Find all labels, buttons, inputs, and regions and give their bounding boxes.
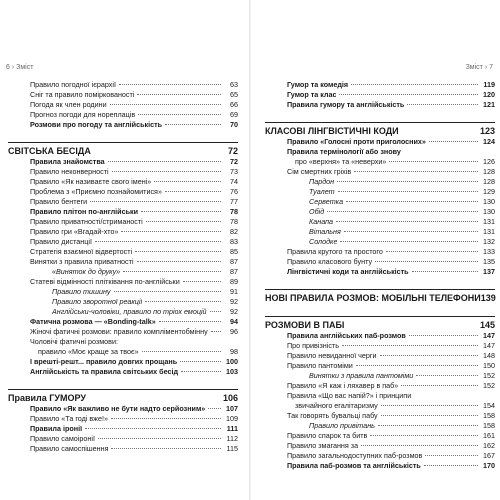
dot-leader (181, 371, 221, 372)
toc-entry-continuation (8, 347, 238, 357)
entry-title: Солодке (309, 237, 338, 246)
dot-leader (339, 94, 478, 95)
entry-page-number: 65 (230, 90, 238, 99)
entry-title: Правила паб-розмов та англійськість (287, 461, 421, 470)
entry-page-number: 107 (226, 404, 238, 413)
entry-page-number: 77 (230, 197, 238, 206)
dot-leader (208, 408, 221, 409)
entry-page-number: 158 (483, 421, 495, 430)
entry-page-number: 111 (226, 424, 238, 433)
entry-page-number: 82 (230, 227, 238, 236)
entry-title: звичайного егалітаризму (295, 401, 378, 410)
toc-entry-sub (8, 177, 238, 187)
toc-entry-ital (8, 267, 238, 277)
toc-entry-sub (8, 414, 238, 424)
dot-leader (159, 321, 221, 322)
entry-page-number: 109 (226, 414, 238, 423)
dot-leader (98, 438, 221, 439)
dot-leader (141, 211, 221, 212)
entry-title: Правило пантоміми (287, 361, 353, 370)
toc-gap (265, 304, 495, 310)
entry-title: Погода як член родини (30, 100, 107, 109)
toc-entry-main (265, 461, 495, 471)
dot-leader (108, 161, 221, 162)
entry-title: Обід (309, 207, 325, 216)
dot-leader (110, 104, 221, 105)
toc-entry-continuation (265, 401, 495, 411)
toc-entry-main (265, 267, 495, 277)
dot-leader (111, 448, 221, 449)
entry-title: Правило тишину (52, 287, 111, 296)
entry-page-number: 150 (483, 361, 495, 370)
entry-page-number: 72 (230, 157, 238, 166)
entry-page-number: 147 (483, 341, 495, 350)
entry-page-number: 74 (230, 177, 238, 186)
entry-page-number: 128 (483, 167, 495, 176)
entry-title: Правило гри «Вгадай-хто» (30, 227, 119, 236)
entry-title: Винятки з правила приватності (30, 257, 134, 266)
section-title: РОЗМОВИ В ПАБІ (265, 320, 345, 330)
entry-title: Правило спарок та битв (287, 431, 368, 440)
toc-section-heading (8, 142, 238, 157)
section-title: НОВІ ПРАВИЛА РОЗМОВ: МОБІЛЬНІ ТЕЛЕФОНИ (265, 293, 481, 303)
dot-leader (145, 301, 221, 302)
dot-leader (407, 104, 478, 105)
entry-title: Сніг та правило поміркованості (30, 90, 135, 99)
dot-leader (337, 181, 478, 182)
dot-leader (90, 201, 221, 202)
toc-entry-ital (265, 421, 495, 431)
toc-entry-main (8, 157, 238, 167)
toc-entry-main (8, 424, 238, 434)
entry-page-number: 63 (230, 80, 238, 89)
dot-leader (409, 335, 478, 336)
toc-gap (265, 110, 495, 116)
dot-leader (165, 124, 221, 125)
toc-gap (8, 130, 238, 136)
toc-entry-sub (8, 327, 238, 337)
entry-page-number: 70 (230, 120, 238, 129)
toc-entry-continuation (265, 157, 495, 167)
entry-title: Правила знайомства (30, 157, 105, 166)
toc-entry-sub (8, 237, 238, 247)
toc-entry-main (265, 147, 495, 157)
toc-entry-ital (8, 307, 238, 317)
dot-leader (416, 375, 478, 376)
dot-leader (114, 291, 222, 292)
toc-entry-main (8, 357, 238, 367)
entry-page-number: 100 (226, 357, 238, 366)
entry-title: Правило дистанції (30, 237, 92, 246)
entry-page-number: 152 (483, 371, 495, 380)
entry-title: Правила термінології або знову (287, 147, 401, 156)
entry-page-number: 98 (230, 347, 238, 356)
entry-page-number: 92 (230, 307, 238, 316)
dot-leader (137, 94, 221, 95)
toc-entry-sub (8, 227, 238, 237)
dot-leader (154, 181, 221, 182)
running-header-right: Зміст › 7 (465, 64, 493, 71)
toc-left (8, 80, 238, 454)
entry-page-number: 158 (483, 411, 495, 420)
entry-page-number: 87 (230, 257, 238, 266)
entry-page-number: 85 (230, 247, 238, 256)
entry-title: Правило змагання за (287, 441, 359, 450)
entry-page-number: 124 (483, 137, 495, 146)
entry-page-number: 162 (483, 441, 495, 450)
toc-entry-ital (265, 197, 495, 207)
entry-title: Правило привітань (309, 421, 375, 430)
dot-leader (146, 221, 221, 222)
dot-leader (375, 261, 478, 262)
entry-title: Туалет (309, 187, 335, 196)
entry-page-number: 161 (483, 431, 495, 440)
entry-page-number: 69 (230, 110, 238, 119)
running-header-left: 6 › Зміст (6, 64, 34, 71)
entry-title: «Виняток до друку» (52, 267, 121, 276)
entry-title: Жіночі фатичні розмови: правило компліментобмінну (30, 327, 208, 336)
entry-title: Лінгвістичні коди та англійськість (287, 267, 409, 276)
entry-title: Про привізність (287, 341, 339, 350)
section-page-number: 139 (480, 293, 496, 303)
toc-entry-ital (8, 287, 238, 297)
toc-section-heading (265, 289, 495, 304)
entry-title: Правила «Що вас напій?» і принципи (287, 391, 412, 400)
dot-leader (95, 241, 221, 242)
entry-title: І врешті-решт... правило довгих прощань (30, 357, 178, 366)
entry-page-number: 76 (230, 187, 238, 196)
entry-page-number: 131 (483, 227, 495, 236)
toc-entry-main (265, 331, 495, 341)
entry-page-number: 92 (230, 297, 238, 306)
dot-leader (381, 415, 478, 416)
entry-page-number: 96 (230, 327, 238, 336)
dot-leader (342, 345, 478, 346)
entry-title: Правило невиданної черги (287, 351, 377, 360)
dot-leader (378, 425, 478, 426)
toc-entry-sub (8, 100, 238, 110)
dot-leader (165, 191, 221, 192)
entry-page-number: 112 (226, 434, 238, 443)
entry-page-number: 132 (483, 237, 495, 246)
entry-title: Правила гумору та англійськість (287, 100, 405, 109)
toc-entry-main (265, 90, 495, 100)
dot-leader (361, 445, 478, 446)
dot-leader (425, 455, 478, 456)
entry-title: Правило самоіронії (30, 434, 95, 443)
entry-title: Прогноз погоди для нореплаців (30, 110, 136, 119)
dot-leader (380, 355, 478, 356)
dot-leader (210, 311, 221, 312)
entry-title: Англійськи-чоловіки, правило по тріох емоцій (52, 307, 207, 316)
toc-right (265, 80, 495, 471)
toc-entry-sub (8, 277, 238, 287)
dot-leader (389, 161, 478, 162)
dot-leader (354, 171, 478, 172)
entry-title: Правило самоспішення (30, 444, 109, 453)
toc-entry-sub (8, 90, 238, 100)
entry-title: Вітальня (309, 227, 341, 236)
toc-entry-ital (265, 207, 495, 217)
entry-page-number: 66 (230, 100, 238, 109)
entry-page-number: 170 (483, 461, 495, 470)
dot-leader (381, 405, 478, 406)
dot-leader (401, 385, 478, 386)
entry-page-number: 133 (483, 247, 495, 256)
toc-entry-main (8, 120, 238, 130)
section-page-number: 106 (222, 393, 238, 403)
entry-title: Статеві відмінності плітківання по-англійськи (30, 277, 180, 286)
entry-title: Стратегія взаємної відвертості (30, 247, 133, 256)
entry-page-number: 91 (230, 287, 238, 296)
entry-page-number: 94 (230, 317, 238, 326)
toc-entry-sub (8, 187, 238, 197)
toc-entry-main (8, 367, 238, 377)
dot-leader (138, 114, 221, 115)
toc-entry-sub (8, 80, 238, 90)
entry-title: Сім смертних гріхів (287, 167, 352, 176)
entry-title: Правило «Голосні проти приголосних» (287, 137, 426, 146)
toc-entry-sub (265, 431, 495, 441)
toc-entry-ital (265, 217, 495, 227)
entry-page-number: 115 (226, 444, 238, 453)
toc-entry-sub (8, 444, 238, 454)
entry-title: Розмови про погоду та англійськість (30, 120, 163, 129)
toc-entry-sub (265, 361, 495, 371)
dot-leader (142, 351, 221, 352)
toc-section-heading (265, 316, 495, 331)
toc-section-heading (265, 122, 495, 137)
section-title: КЛАСОВІ ЛІНГВІСТИЧНІ КОДИ (265, 126, 399, 136)
right-page (250, 0, 500, 500)
section-page-number: 72 (227, 146, 238, 156)
entry-title: Правило бентеги (30, 197, 88, 206)
toc-entry-sub (265, 451, 495, 461)
toc-section-heading (8, 389, 238, 404)
entry-page-number: 148 (483, 351, 495, 360)
toc-entry-sub (265, 247, 495, 257)
dot-leader (346, 201, 478, 202)
entry-title: Правило «Та годі вже!» (30, 414, 108, 423)
toc-entry-ital (265, 177, 495, 187)
entry-page-number: 126 (483, 157, 495, 166)
toc-entry-main (8, 207, 238, 217)
section-page-number: 123 (479, 126, 495, 136)
entry-page-number: 130 (483, 207, 495, 216)
dot-leader (340, 241, 478, 242)
dot-leader (386, 251, 478, 252)
toc-gap (8, 377, 238, 383)
dot-leader (344, 231, 478, 232)
dot-leader (356, 365, 478, 366)
toc-entry-sub (8, 337, 238, 347)
toc-entry-sub (8, 217, 238, 227)
entry-title: Правило класового бунту (287, 257, 373, 266)
toc-entry-ital (265, 187, 495, 197)
dot-leader (137, 261, 221, 262)
toc-entry-sub (265, 351, 495, 361)
entry-title: Правило «Як важливо не бути надто серйозним» (30, 404, 206, 413)
entry-title: Правила крутого та простого (287, 247, 383, 256)
entry-page-number: 83 (230, 237, 238, 246)
entry-title: Англійськість та правила світських бесід (30, 367, 179, 376)
dot-leader (180, 361, 221, 362)
toc-entry-main (265, 137, 495, 147)
dot-leader (424, 465, 478, 466)
entry-page-number: 89 (230, 277, 238, 286)
entry-title: Пардон (309, 177, 335, 186)
toc-entry-sub (8, 197, 238, 207)
toc-entry-sub (8, 257, 238, 267)
entry-page-number: 120 (483, 90, 495, 99)
entry-page-number: 121 (483, 100, 495, 109)
toc-entry-sub (8, 167, 238, 177)
entry-page-number: 129 (483, 187, 495, 196)
entry-title: Правило неконверності (30, 167, 109, 176)
entry-title: Правило «Я каж і ляхавер в паб» (287, 381, 399, 390)
toc-entry-main (265, 100, 495, 110)
dot-leader (327, 211, 478, 212)
toc-entry-sub (265, 257, 495, 267)
entry-page-number: 78 (230, 217, 238, 226)
entry-page-number: 87 (230, 267, 238, 276)
dot-leader (429, 141, 478, 142)
entry-title: Проблема з «Приємно познайомитися» (30, 187, 162, 196)
entry-title: правило «Моє краще за твоє» (38, 347, 139, 356)
entry-title: Гумор та комедія (287, 80, 349, 89)
entry-title: Правило «Як називаєте свого імені» (30, 177, 152, 186)
section-page-number: 145 (479, 320, 495, 330)
dot-leader (338, 191, 478, 192)
dot-leader (183, 281, 221, 282)
entry-title: Правила іронії (30, 424, 83, 433)
entry-page-number: 152 (483, 381, 495, 390)
section-title: СВІТСЬКА БЕСІДА (8, 146, 91, 156)
dot-leader (119, 84, 221, 85)
entry-title: Чоловічі фатичні розмови: (30, 337, 119, 346)
toc-entry-sub (265, 391, 495, 401)
toc-entry-ital (265, 227, 495, 237)
entry-title: про «верхня» та «неверхи» (295, 157, 387, 166)
entry-title: Серветка (309, 197, 344, 206)
dot-leader (85, 428, 221, 429)
dot-leader (135, 251, 221, 252)
entry-title: Винятки з правила пантоміми (309, 371, 414, 380)
toc-entry-main (8, 404, 238, 414)
entry-title: Канапа (309, 217, 334, 226)
entry-page-number: 119 (483, 80, 495, 89)
entry-title: Фатична розмова — «Bonding-talk» (30, 317, 156, 326)
dot-leader (123, 271, 221, 272)
entry-page-number: 130 (483, 197, 495, 206)
toc-entry-sub (8, 434, 238, 444)
entry-page-number: 135 (483, 257, 495, 266)
section-title: Правила ГУМОРУ (8, 393, 86, 403)
entry-page-number: 137 (483, 267, 495, 276)
entry-title: Так говорять бувальці пабу (287, 411, 378, 420)
toc-entry-main (8, 317, 238, 327)
entry-title: Гумор та клас (287, 90, 337, 99)
entry-page-number: 73 (230, 167, 238, 176)
dot-leader (370, 435, 478, 436)
toc-entry-main (265, 80, 495, 90)
entry-page-number: 154 (483, 401, 495, 410)
entry-title: Правило приватності/стриманості (30, 217, 143, 226)
dot-leader (336, 221, 478, 222)
entry-title: Правило плітон по-англійськи (30, 207, 138, 216)
entry-title: Правило загальнодоступних паб-розмов (287, 451, 423, 460)
dot-leader (351, 84, 478, 85)
toc-entry-ital (265, 371, 495, 381)
dot-leader (111, 418, 221, 419)
toc-gap (265, 277, 495, 283)
entry-page-number: 128 (483, 177, 495, 186)
toc-entry-sub (265, 341, 495, 351)
toc-entry-sub (265, 167, 495, 177)
toc-entry-sub (8, 247, 238, 257)
toc-entry-ital (8, 297, 238, 307)
entry-page-number: 131 (483, 217, 495, 226)
entry-page-number: 147 (483, 331, 495, 340)
dot-leader (121, 231, 221, 232)
entry-page-number: 78 (230, 207, 238, 216)
dot-leader (412, 271, 478, 272)
entry-title: Правило погодної ієрархії (30, 80, 116, 89)
toc-entry-sub (8, 110, 238, 120)
toc-entry-sub (265, 411, 495, 421)
toc-entry-sub (265, 381, 495, 391)
toc-entry-ital (265, 237, 495, 247)
dot-leader (211, 331, 221, 332)
toc-entry-sub (265, 441, 495, 451)
dot-leader (112, 171, 221, 172)
entry-page-number: 167 (483, 451, 495, 460)
entry-title: Правило зворотної реакції (52, 297, 143, 306)
entry-page-number: 103 (226, 367, 238, 376)
entry-title: Правила англійських паб-розмов (287, 331, 406, 340)
